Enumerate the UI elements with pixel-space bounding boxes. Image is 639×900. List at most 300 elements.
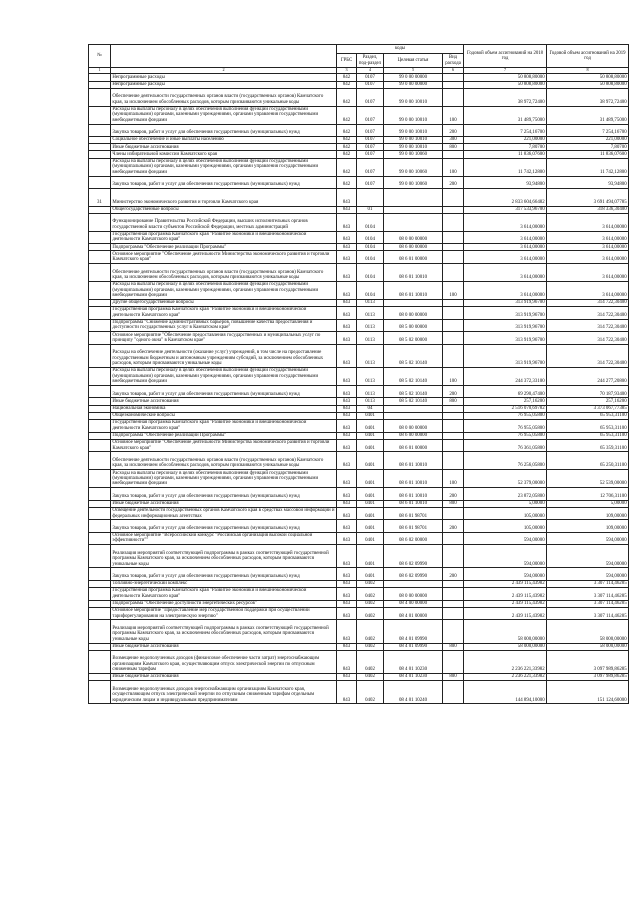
column-number: 6 (443, 68, 464, 74)
cell-razdel: 0107 (357, 158, 384, 176)
cell-expense-type: 100 (443, 470, 464, 488)
column-number: 5 (384, 68, 443, 74)
table-row (89, 545, 629, 568)
cell-name: Иные бюджетные ассигнования (111, 500, 337, 507)
cell-name: Функционирование Правительства Российской Федерации, высших исполнительных органов государственной власти субъектов Российской Федерации, местных администраций (111, 213, 337, 231)
cell-expense-type (443, 319, 464, 332)
cell-volume-2019: 11 742,12800 (547, 158, 629, 176)
cell-target-article: 08 6 01 00000 (384, 251, 443, 264)
cell-volume-2018: 58 000,00000 (464, 643, 547, 650)
column-number: 4 (357, 68, 384, 74)
cell-razdel: 01 (357, 206, 384, 213)
table-row (89, 568, 629, 580)
cell-volume-2018: 69 290,47400 (464, 386, 547, 398)
column-number: 2 (111, 68, 337, 74)
cell-volume-2019: 314 722,30400 (547, 344, 629, 367)
cell-name: Обеспечение деятельности государственных органов власти (государственных органов) Камчатского края, за исключением обособленных расходов, которым присваиваются уникальные коды (111, 264, 337, 282)
cell-razdel: 0402 (357, 620, 384, 643)
cell-volume-2019: 65 953,31100 (547, 419, 629, 432)
table-row (89, 368, 629, 386)
cell-grbs: 843 (337, 412, 357, 419)
header-name (111, 45, 337, 68)
cell-volume-2018: 594,00000 (464, 532, 547, 545)
cell-grbs: 843 (337, 231, 357, 244)
cell-number (89, 264, 111, 282)
cell-volume-2018: 2 439 115,43982 (464, 600, 547, 607)
cell-grbs: 843 (337, 281, 357, 299)
cell-razdel: 0107 (357, 74, 384, 81)
cell-volume-2018: 2 439 115,43982 (464, 588, 547, 601)
cell-volume-2018: 23 872,05800 (464, 488, 547, 500)
cell-number (89, 600, 111, 607)
table-row (89, 412, 629, 419)
cell-expense-type (443, 151, 464, 158)
cell-expense-type (443, 452, 464, 470)
cell-name: Расходы на выплаты персоналу в целях обеспечения выполнения функций государственными (муниципальными) органами, казенными учреждениями, органами управления государственными внебюджетными фондами (111, 106, 337, 124)
cell-target-article: 08 6 02 09990 (384, 545, 443, 568)
cell-volume-2018: 11 836,07600 (464, 151, 547, 158)
cell-grbs: 843 (337, 188, 357, 206)
table-row (89, 470, 629, 488)
cell-razdel: 0113 (357, 386, 384, 398)
cell-volume-2019: 3 307 114,46285 (547, 580, 629, 587)
cell-number (89, 344, 111, 367)
cell-number (89, 213, 111, 231)
cell-grbs: 843 (337, 206, 357, 213)
cell-name: Иные бюджетные ассигнования (111, 673, 337, 680)
cell-target-article: 08 6 00 00000 (384, 432, 443, 439)
cell-name: Расходы на выплаты персоналу в целях обеспечения выполнения функций государственными (муниципальными) органами, казенными учреждениями, органами управления государственными внебюджетными фондами (111, 281, 337, 299)
cell-target-article: 08 6 01 10010 (384, 470, 443, 488)
cell-target-article: 08 6 01 10010 (384, 281, 443, 299)
header-volume-2019: Годовой объем ассигнований на 2019 год (547, 45, 629, 68)
cell-razdel: 0113 (357, 344, 384, 367)
cell-razdel: 0107 (357, 81, 384, 88)
cell-name: Другие общегосударственные вопросы (111, 299, 337, 306)
cell-volume-2018: 317 533,96700 (464, 206, 547, 213)
cell-razdel: 0402 (357, 600, 384, 607)
cell-number (89, 106, 111, 124)
cell-number (89, 124, 111, 136)
cell-razdel: 0113 (357, 368, 384, 386)
cell-grbs: 843 (337, 507, 357, 520)
cell-grbs: 842 (337, 124, 357, 136)
cell-razdel: 0113 (357, 332, 384, 345)
table-row (89, 136, 629, 143)
cell-name: Подпрограмма "Снижение административных барьеров, повышение качества предоставления и доступности государственных услуг в Камчатском крае" (111, 319, 337, 332)
cell-volume-2018: 244 372,33100 (464, 368, 547, 386)
cell-name: Иные бюджетные ассигнования (111, 398, 337, 405)
cell-number (89, 74, 111, 81)
cell-expense-type (443, 507, 464, 520)
cell-target-article: 08 6 01 10010 (384, 264, 443, 282)
cell-volume-2018: 50 808,80000 (464, 74, 547, 81)
cell-target-article: 99 0 00 10010 (384, 136, 443, 143)
table-row (89, 81, 629, 88)
cell-grbs: 843 (337, 580, 357, 587)
cell-target-article (384, 405, 443, 412)
cell-target-article: 08 5 02 10140 (384, 344, 443, 367)
table-row (89, 439, 629, 452)
table-row (89, 588, 629, 601)
cell-number (89, 319, 111, 332)
cell-grbs: 842 (337, 136, 357, 143)
cell-name: Реализация мероприятий соответствующей подпрограммы в рамках соответствующей государственной программы Камчатского края, за исключением обособленных расходов, которым присваиваются уникальные коды (111, 545, 337, 568)
cell-target-article: 08 6 01 10010 (384, 500, 443, 507)
cell-expense-type (443, 307, 464, 320)
cell-volume-2018: 50 808,80000 (464, 81, 547, 88)
cell-number (89, 144, 111, 151)
cell-volume-2018: 58 000,00000 (464, 620, 547, 643)
cell-volume-2019: 65 359,31100 (547, 439, 629, 452)
cell-name: Непрограммные расходы (111, 81, 337, 88)
cell-razdel: 0113 (357, 299, 384, 306)
cell-grbs: 843 (337, 568, 357, 580)
cell-name: Основное мероприятие "Обеспечение деятельности Министерства экономического развития и торговли Камчатского края" (111, 439, 337, 452)
cell-name: Иные бюджетные ассигнования (111, 144, 337, 151)
cell-name: Закупка товаров, работ и услуг для обеспечения государственных (муниципальных) нужд (111, 488, 337, 500)
cell-target-article (384, 206, 443, 213)
cell-target-article: 99 0 00 00000 (384, 74, 443, 81)
cell-expense-type (443, 681, 464, 704)
table-row (89, 281, 629, 299)
cell-expense-type: 800 (443, 673, 464, 680)
cell-expense-type (443, 545, 464, 568)
cell-target-article: 08 6 01 10010 (384, 452, 443, 470)
cell-number (89, 488, 111, 500)
cell-volume-2018: 3 614,00000 (464, 251, 547, 264)
cell-number (89, 620, 111, 643)
cell-grbs: 843 (337, 520, 357, 532)
cell-target-article: 08 5 00 00000 (384, 319, 443, 332)
cell-name: Государственная программа Камчатского края "Развитие экономики и внешнеэкономической деятельности Камчатского края" (111, 231, 337, 244)
cell-volume-2019: 38 972,72400 (547, 88, 629, 106)
cell-number (89, 398, 111, 405)
cell-target-article: 08 4 01 09990 (384, 643, 443, 650)
cell-expense-type: 100 (443, 106, 464, 124)
cell-razdel: 0113 (357, 307, 384, 320)
cell-expense-type (443, 332, 464, 345)
cell-razdel: 0402 (357, 588, 384, 601)
cell-razdel: 0402 (357, 673, 384, 680)
cell-target-article (384, 213, 443, 231)
table-row (89, 176, 629, 188)
cell-name: Подпрограмма "Обеспечение реализации Программы" (111, 244, 337, 251)
cell-expense-type: 200 (443, 568, 464, 580)
cell-razdel: 0107 (357, 136, 384, 143)
table-row (89, 532, 629, 545)
cell-number (89, 136, 111, 143)
cell-grbs: 843 (337, 419, 357, 432)
cell-number (89, 452, 111, 470)
cell-volume-2018: 257,16200 (464, 398, 547, 405)
cell-grbs: 842 (337, 151, 357, 158)
cell-volume-2018: 105,00000 (464, 520, 547, 532)
table-row (89, 405, 629, 412)
cell-number (89, 405, 111, 412)
table-row (89, 319, 629, 332)
table-row (89, 650, 629, 673)
cell-number (89, 532, 111, 545)
cell-grbs: 843 (337, 439, 357, 452)
table-row (89, 580, 629, 587)
header-razdel: Раздел, под-раздел (357, 54, 384, 68)
cell-volume-2018: 313 919,96700 (464, 299, 547, 306)
cell-expense-type (443, 580, 464, 587)
cell-target-article: 08 6 01 98701 (384, 520, 443, 532)
cell-target-article: 99 0 00 10010 (384, 144, 443, 151)
cell-expense-type (443, 419, 464, 432)
cell-volume-2019: 52 539,00000 (547, 470, 629, 488)
cell-expense-type: 200 (443, 176, 464, 188)
table-row (89, 264, 629, 282)
table-row (89, 620, 629, 643)
cell-volume-2019: 65 953,31100 (547, 412, 629, 419)
cell-razdel: 0402 (357, 681, 384, 704)
header-grbs: ГРБС (337, 54, 357, 68)
cell-razdel: 0104 (357, 251, 384, 264)
cell-razdel: 0401 (357, 488, 384, 500)
cell-number (89, 206, 111, 213)
cell-volume-2018: 313 919,96700 (464, 307, 547, 320)
cell-razdel: 0113 (357, 398, 384, 405)
cell-razdel: 0113 (357, 319, 384, 332)
cell-razdel: 0401 (357, 568, 384, 580)
cell-volume-2018: 7 254,16700 (464, 124, 547, 136)
table-row (89, 332, 629, 345)
cell-volume-2019: 3 307 114,46285 (547, 600, 629, 607)
cell-name: Основное мероприятие "Всероссийский конкурс "Российская организация высокой социальной эффективности"" (111, 532, 337, 545)
table-body (89, 74, 629, 704)
table-row (89, 344, 629, 367)
cell-razdel: 0107 (357, 176, 384, 188)
cell-number (89, 231, 111, 244)
cell-volume-2018: 594,00000 (464, 545, 547, 568)
cell-expense-type (443, 251, 464, 264)
table-row (89, 158, 629, 176)
cell-volume-2019: 3 691 494,07785 (547, 188, 629, 206)
cell-volume-2019: 3 614,00000 (547, 231, 629, 244)
table-row (89, 88, 629, 106)
cell-razdel: 0107 (357, 88, 384, 106)
cell-grbs: 843 (337, 681, 357, 704)
cell-razdel: 0401 (357, 532, 384, 545)
cell-volume-2018: 313 919,96700 (464, 332, 547, 345)
cell-number (89, 643, 111, 650)
table-row (89, 231, 629, 244)
cell-volume-2019: 93,94800 (547, 176, 629, 188)
cell-volume-2019: 3 614,00000 (547, 251, 629, 264)
cell-number (89, 307, 111, 320)
cell-number (89, 568, 111, 580)
cell-target-article: 08 6 02 00000 (384, 532, 443, 545)
cell-volume-2018: 3 614,00000 (464, 231, 547, 244)
cell-name: Министерство экономического развития и торговли Камчатского края (111, 188, 337, 206)
cell-target-article: 08 6 00 00000 (384, 244, 443, 251)
cell-volume-2018: 3 614,00000 (464, 244, 547, 251)
cell-grbs: 843 (337, 620, 357, 643)
cell-grbs: 842 (337, 176, 357, 188)
cell-volume-2019: 314 722,30400 (547, 307, 629, 320)
cell-number (89, 332, 111, 345)
cell-grbs: 843 (337, 344, 357, 367)
cell-volume-2018: 93,94800 (464, 176, 547, 188)
cell-grbs: 843 (337, 264, 357, 282)
table-row (89, 213, 629, 231)
table-row (89, 307, 629, 320)
cell-grbs: 842 (337, 106, 357, 124)
cell-volume-2018: 313 919,96700 (464, 344, 547, 367)
cell-target-article: 08 0 00 00000 (384, 588, 443, 601)
cell-target-article: 99 0 00 10060 (384, 158, 443, 176)
table-row (89, 681, 629, 704)
cell-volume-2019: 5,00000 (547, 500, 629, 507)
cell-volume-2018: 76 955,05800 (464, 432, 547, 439)
cell-expense-type (443, 432, 464, 439)
cell-volume-2018: 144 894,10000 (464, 681, 547, 704)
table-row (89, 673, 629, 680)
cell-number (89, 88, 111, 106)
table-row (89, 74, 629, 81)
cell-expense-type (443, 344, 464, 367)
cell-name: Реализация мероприятий соответствующей подпрограммы в рамках соответствующей государственной программы Камчатского края, за исключением обособленных расходов, которым присваиваются уникальные коды (111, 620, 337, 643)
cell-grbs: 842 (337, 74, 357, 81)
cell-volume-2018: 594,00000 (464, 568, 547, 580)
cell-number (89, 500, 111, 507)
cell-target-article: 08 4 01 10230 (384, 650, 443, 673)
header-codes: коды (337, 45, 464, 54)
cell-volume-2018: 2 439 115,43982 (464, 607, 547, 620)
table-row (89, 151, 629, 158)
cell-target-article: 08 5 02 00000 (384, 332, 443, 345)
cell-target-article: 08 4 01 10230 (384, 673, 443, 680)
cell-number (89, 545, 111, 568)
cell-number (89, 432, 111, 439)
table-row (89, 299, 629, 306)
cell-expense-type (443, 532, 464, 545)
cell-name: Возмещение недополученных доходов энергоснабжающим организациям Камчатского края, осуществляющим отпуск электрической энергии по отпускным сниженным тарифам отдельным юридическим лицам и индивидуальным предпринимателям (111, 681, 337, 704)
cell-name: Основное мероприятие "Предоставление мер государственной поддержки при осуществлении тарифорегулирования на электрическую энергию" (111, 607, 337, 620)
table-row (89, 124, 629, 136)
cell-razdel: 0104 (357, 213, 384, 231)
cell-razdel: 0401 (357, 520, 384, 532)
cell-grbs: 843 (337, 319, 357, 332)
cell-razdel: 0401 (357, 439, 384, 452)
cell-number (89, 251, 111, 264)
cell-expense-type: 100 (443, 281, 464, 299)
cell-volume-2019: 7 254,16700 (547, 124, 629, 136)
cell-volume-2018: 76 955,05800 (464, 419, 547, 432)
cell-volume-2018: 11 742,12800 (464, 158, 547, 176)
cell-volume-2019: 314 722,30400 (547, 319, 629, 332)
cell-expense-type (443, 244, 464, 251)
cell-expense-type: 300 (443, 136, 464, 143)
cell-number (89, 386, 111, 398)
cell-volume-2018: 2 833 604,66482 (464, 188, 547, 206)
cell-volume-2019: 12 706,31100 (547, 488, 629, 500)
cell-grbs: 843 (337, 452, 357, 470)
table-row (89, 507, 629, 520)
cell-name: Закупка товаров, работ и услуг для обеспечения государственных (муниципальных) нужд (111, 176, 337, 188)
cell-number: 31 (89, 188, 111, 206)
cell-expense-type (443, 213, 464, 231)
cell-razdel: 0401 (357, 470, 384, 488)
table-row (89, 520, 629, 532)
column-number: 8 (547, 68, 629, 74)
cell-grbs: 843 (337, 432, 357, 439)
cell-target-article: 99 0 00 10010 (384, 88, 443, 106)
cell-volume-2019: 3 614,00000 (547, 264, 629, 282)
cell-grbs: 843 (337, 251, 357, 264)
cell-volume-2018: 3 614,00000 (464, 281, 547, 299)
cell-volume-2019: 594,00000 (547, 545, 629, 568)
cell-volume-2018: 76 256,05800 (464, 452, 547, 470)
cell-number (89, 507, 111, 520)
cell-expense-type (443, 405, 464, 412)
header-number: № (89, 45, 111, 68)
cell-volume-2018: 52 379,00000 (464, 470, 547, 488)
cell-volume-2019: 65 953,31100 (547, 432, 629, 439)
cell-grbs: 843 (337, 386, 357, 398)
cell-razdel: 0104 (357, 281, 384, 299)
table-row (89, 398, 629, 405)
cell-grbs: 843 (337, 500, 357, 507)
cell-grbs: 843 (337, 545, 357, 568)
cell-grbs: 843 (337, 398, 357, 405)
cell-expense-type (443, 412, 464, 419)
cell-name: Закупка товаров, работ и услуг для обеспечения государственных (муниципальных) нужд (111, 568, 337, 580)
cell-target-article: 08 4 01 00000 (384, 607, 443, 620)
cell-number (89, 470, 111, 488)
cell-grbs: 843 (337, 368, 357, 386)
cell-razdel: 0401 (357, 412, 384, 419)
cell-expense-type (443, 607, 464, 620)
cell-razdel: 0402 (357, 650, 384, 673)
cell-volume-2019: 3 614,00000 (547, 244, 629, 251)
cell-name: Расходы на обеспечение деятельности (оказание услуг) учреждений, в том числе на предоставление государственным бюджетным и автономным учреждениям субсидий, за исключением обособленных расходов, которым присваиваются уникальные коды (111, 344, 337, 367)
cell-expense-type (443, 74, 464, 81)
header-target-article: Целевая статья (384, 54, 443, 68)
cell-grbs: 843 (337, 307, 357, 320)
cell-expense-type (443, 206, 464, 213)
cell-expense-type: 100 (443, 158, 464, 176)
cell-expense-type (443, 650, 464, 673)
cell-razdel (357, 188, 384, 206)
cell-target-article: 99 0 00 10060 (384, 151, 443, 158)
cell-volume-2019: 109,00000 (547, 507, 629, 520)
cell-name: Расходы на выплаты персоналу в целях обеспечения выполнения функций государственными (муниципальными) органами, казенными учреждениями, органами управления государственными внебюджетными фондами (111, 158, 337, 176)
cell-volume-2018: 313 919,96700 (464, 319, 547, 332)
cell-expense-type: 200 (443, 124, 464, 136)
cell-grbs: 843 (337, 607, 357, 620)
cell-name: Социальное обеспечение и иные выплаты населению (111, 136, 337, 143)
cell-expense-type: 800 (443, 643, 464, 650)
cell-target-article (384, 188, 443, 206)
cell-expense-type (443, 299, 464, 306)
cell-number (89, 681, 111, 704)
cell-grbs: 843 (337, 244, 357, 251)
cell-number (89, 607, 111, 620)
cell-grbs: 842 (337, 81, 357, 88)
cell-volume-2018: 3 614,00000 (464, 213, 547, 231)
column-number: 7 (464, 68, 547, 74)
cell-target-article: 99 0 00 10060 (384, 176, 443, 188)
cell-grbs: 843 (337, 405, 357, 412)
cell-target-article: 08 6 01 00000 (384, 439, 443, 452)
cell-volume-2019: 318 336,30400 (547, 206, 629, 213)
cell-volume-2019: 109,00000 (547, 520, 629, 532)
cell-name: Освещение деятельности государственных органов Камчатского края в средствах массовой информации и федеральных информационных агентствах (112, 508, 335, 519)
